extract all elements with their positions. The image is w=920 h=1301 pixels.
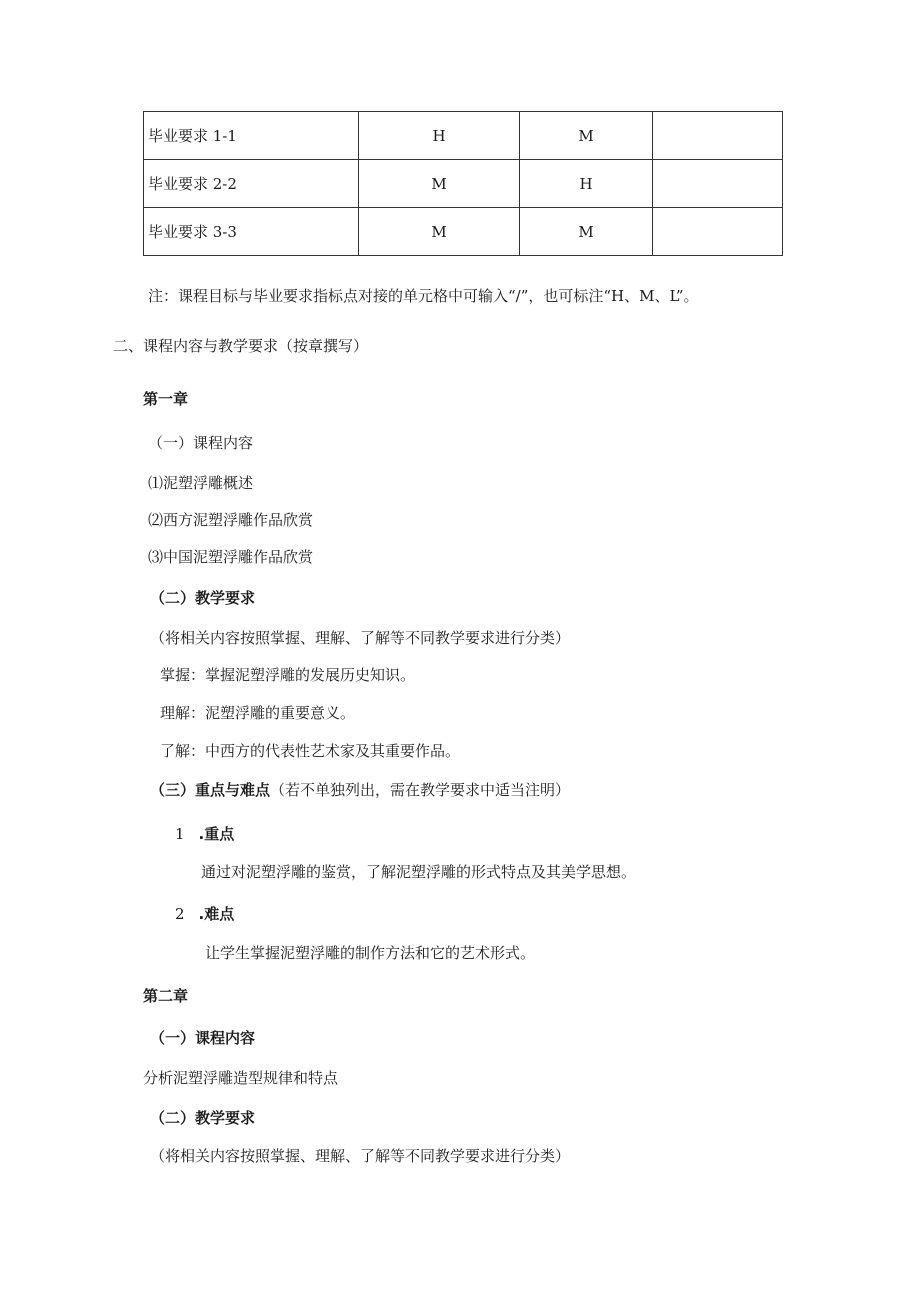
table-cell: H (359, 112, 520, 160)
chapter1-key-note: （若不单独列出，需在教学要求中适当注明） (270, 781, 571, 799)
table-cell: M (359, 160, 520, 208)
chapter1-master: 掌握：掌握泥塑浮雕的发展历史知识。 (160, 666, 416, 684)
chapter1-diff-num: 2 (175, 905, 185, 923)
chapter2-title: 第二章 (143, 987, 189, 1005)
chapter1-know: 了解：中西方的代表性艺术家及其重要作品。 (160, 742, 461, 760)
table-row (144, 160, 783, 208)
chapter1-title: 第一章 (143, 390, 189, 408)
chapter1-key-text: 通过对泥塑浮雕的鉴赏，了解泥塑浮雕的形式特点及其美学思想。 (201, 863, 637, 881)
chapter1-req-heading: （二）教学要求 (150, 589, 256, 607)
table-cell: M (520, 208, 653, 256)
table-cell: M (520, 112, 653, 160)
chapter1-content-item: ⑶中国泥塑浮雕作品欣赏 (148, 548, 314, 566)
chapter1-content-heading: （一）课程内容 (148, 434, 254, 452)
chapter1-key-heading-line (150, 779, 570, 800)
chapter1-key-num: 1 (175, 825, 185, 843)
table-note: 注：课程目标与毕业要求指标点对接的单元格中可输入“/”，也可标注“H、M、L”。 (148, 287, 699, 305)
chapter1-key-label: .重点 (198, 825, 235, 843)
section-title: 二、课程内容与教学要求（按章撰写） (113, 337, 369, 355)
graduation-requirement-table (143, 111, 783, 256)
table-row (144, 112, 783, 160)
chapter1-content-item: ⑵西方泥塑浮雕作品欣赏 (148, 511, 314, 529)
chapter1-understand: 理解：泥塑浮雕的重要意义。 (160, 704, 356, 722)
chapter2-content-heading: （一）课程内容 (150, 1029, 256, 1047)
chapter2-req-note: （将相关内容按照掌握、理解、了解等不同教学要求进行分类） (150, 1147, 571, 1165)
chapter1-req-note: （将相关内容按照掌握、理解、了解等不同教学要求进行分类） (150, 629, 571, 647)
table-row (144, 208, 783, 256)
table-cell (653, 208, 783, 256)
chapter1-diff-label-line (175, 903, 234, 924)
chapter1-diff-text: 让学生掌握泥塑浮雕的制作方法和它的艺术形式。 (205, 944, 536, 962)
chapter1-content-item: ⑴泥塑浮雕概述 (148, 474, 254, 492)
table-cell (653, 160, 783, 208)
chapter1-key-heading: （三）重点与难点 (150, 781, 271, 799)
chapter1-key-label-line (175, 823, 234, 844)
table-cell: H (520, 160, 653, 208)
table-cell: M (359, 208, 520, 256)
chapter2-content-text: 分析泥塑浮雕造型规律和特点 (143, 1069, 339, 1087)
chapter1-diff-label: .难点 (198, 905, 235, 923)
chapter2-req-heading: （二）教学要求 (150, 1109, 256, 1127)
row-label: 毕业要求 3-3 (144, 208, 359, 256)
row-label: 毕业要求 2-2 (144, 160, 359, 208)
row-label: 毕业要求 1-1 (144, 112, 359, 160)
table-cell (653, 112, 783, 160)
